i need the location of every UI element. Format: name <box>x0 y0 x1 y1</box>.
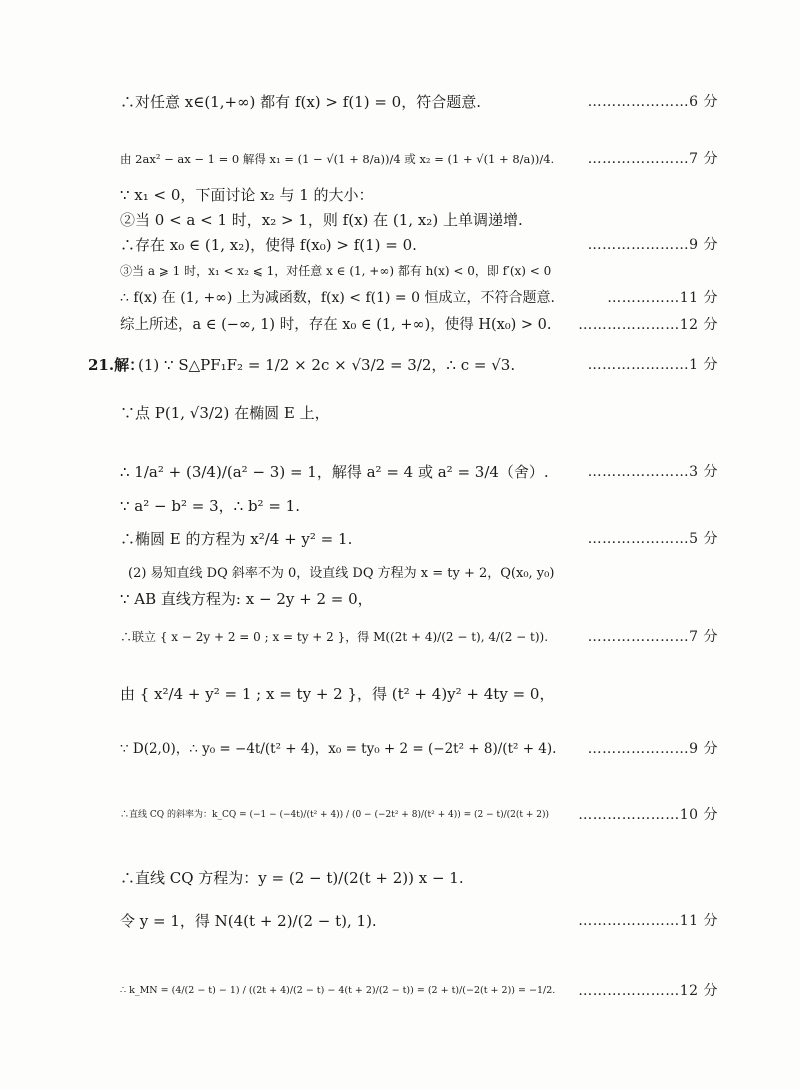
solution-text: ∴直线 CQ 方程为：y = (2 − t)/(2(t + 2)) x − 1. <box>120 869 464 887</box>
score-marker: …………………10 分 <box>578 807 718 823</box>
solution-text: 由 2ax² − ax − 1 = 0 解得 x₁ = (1 − √(1 + 8/a))/4 或 x₂ = (1 + √(1 + 8/a))/4. <box>120 152 555 166</box>
solution-text: ∵ AB 直线方程为: x − 2y + 2 = 0， <box>120 590 373 608</box>
solution-text: ∴ k_MN = (4/(2 − t) − 1) / ((2t + 4)/(2 − t) − 4(t + 2)/(2 − t)) = (2 + t)/(−2(t + 2)) = −1/2. <box>120 985 556 996</box>
solution-text: ②当 0 < a < 1 时，x₂ > 1，则 f(x) 在 (1, x₂) 上单调递增. <box>120 211 523 229</box>
score-marker: …………………9 分 <box>587 741 718 757</box>
score-marker: …………………12 分 <box>578 317 718 333</box>
score-marker: ……………11 分 <box>607 290 718 306</box>
score-marker: …………………7 分 <box>587 629 718 645</box>
score-marker: …………………11 分 <box>578 913 718 929</box>
question-number: 21.解： <box>88 356 145 374</box>
solution-text: ∴存在 x₀ ∈ (1, x₂)，使得 f(x₀) > f(1) = 0. <box>120 236 417 254</box>
score-marker: …………………5 分 <box>587 531 718 547</box>
solution-text: ∵ x₁ < 0，下面讨论 x₂ 与 1 的大小： <box>120 186 374 204</box>
score-marker: …………………1 分 <box>587 357 718 373</box>
solution-text: ∴对任意 x∈(1,+∞) 都有 f(x) > f(1) = 0，符合题意. <box>120 93 481 111</box>
solution-text: ∴ f(x) 在 (1, +∞) 上为减函数，f(x) < f(1) = 0 恒成立，不符合题意. <box>120 290 555 306</box>
solution-text: (2) 易知直线 DQ 斜率不为 0，设直线 DQ 方程为 x = ty + 2，Q(x₀, y₀) <box>128 566 555 581</box>
score-marker: …………………9 分 <box>587 237 718 253</box>
solution-text: ∴直线 CQ 的斜率为：k_CQ = (−1 − (−4t)/(t² + 4)) / (0 − (−2t² + 8)/(t² + 4)) = (2 − t)/(2(t + 2)) <box>120 810 550 820</box>
score-marker: …………………6 分 <box>587 94 718 110</box>
score-marker: …………………7 分 <box>587 151 718 167</box>
solution-text: ∵点 P(1, √3/2) 在椭圆 E 上， <box>120 404 330 422</box>
solution-text: ∴联立 { x − 2y + 2 = 0 ; x = ty + 2 }，得 M((2t + 4)/(2 − t), 4/(2 − t)). <box>120 630 549 644</box>
score-marker: …………………12 分 <box>578 983 718 999</box>
solution-text: ③当 a ⩾ 1 时，x₁ < x₂ ⩽ 1，对任意 x ∈ (1, +∞) 都有 h(x) < 0，即 f′(x) < 0 <box>120 264 552 278</box>
solution-text: ∴ 1/a² + (3/4)/(a² − 3) = 1，解得 a² = 4 或 a² = 3/4（舍）. <box>120 463 549 481</box>
solution-text: ∵ a² − b² = 3，∴ b² = 1. <box>120 497 300 515</box>
solution-text: ∵ D(2,0)，∴ y₀ = −4t/(t² + 4)，x₀ = ty₀ + 2 = (−2t² + 8)/(t² + 4). <box>120 741 557 757</box>
solution-text: 由 { x²/4 + y² = 1 ; x = ty + 2 }，得 (t² + 4)y² + 4ty = 0， <box>120 685 555 703</box>
solution-text: ∴椭圆 E 的方程为 x²/4 + y² = 1. <box>120 530 353 548</box>
solution-text: (1) ∵ S△PF₁F₂ = 1/2 × 2c × √3/2 = 3/2，∴ c = √3. <box>138 356 516 374</box>
solution-text: 综上所述，a ∈ (−∞, 1) 时，存在 x₀ ∈ (1, +∞)，使得 H(x₀) > 0. <box>120 317 552 333</box>
score-marker: …………………3 分 <box>587 464 718 480</box>
solution-text: 令 y = 1，得 N(4(t + 2)/(2 − t), 1). <box>120 912 377 930</box>
